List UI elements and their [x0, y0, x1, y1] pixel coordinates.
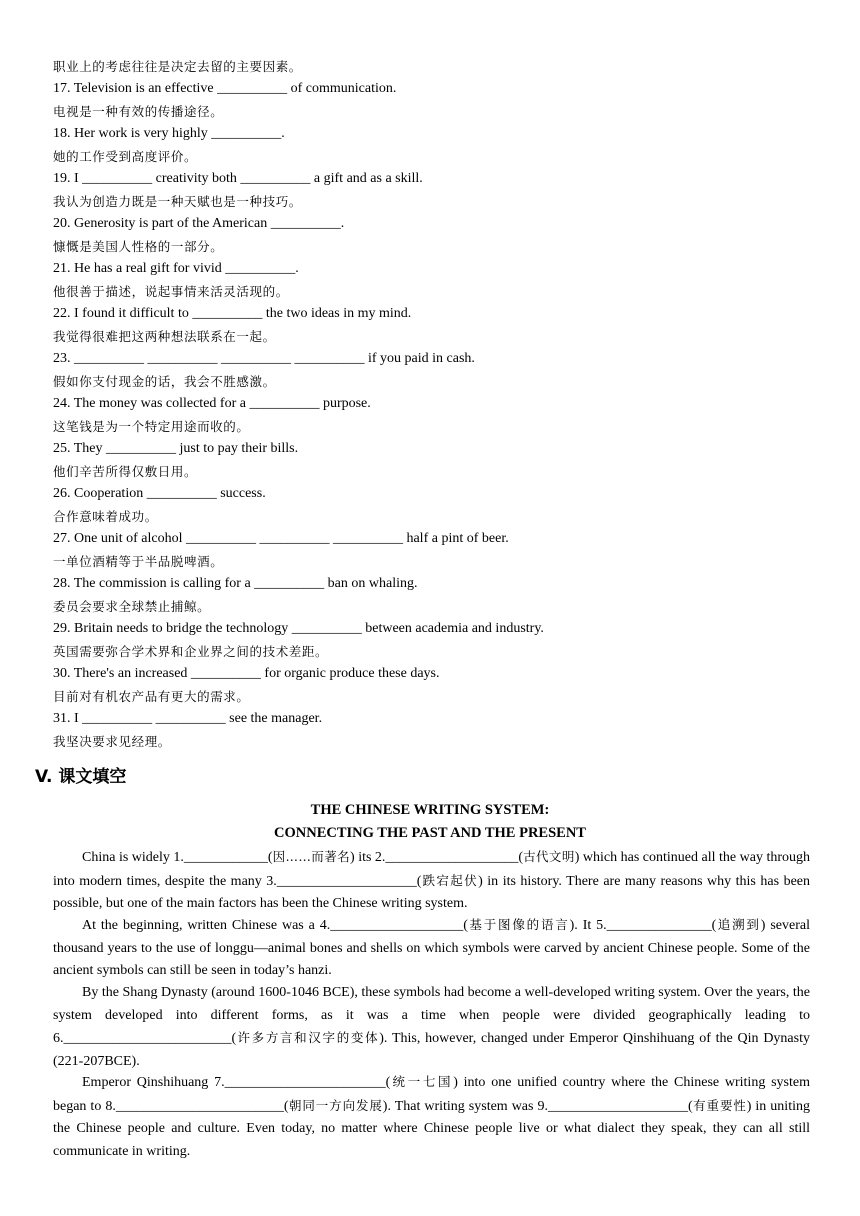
- passage-paragraph-2: [53, 914, 810, 983]
- exercise-translation: 我觉得很难把这两种想法联系在一起。: [53, 329, 276, 344]
- exercise-sentence: 31. I __________ __________ see the manager.: [53, 711, 323, 726]
- exercise-translation: 我坚决要求见经理。: [53, 734, 171, 749]
- exercise-translation: 职业上的考虑往往是决定去留的主要因素。: [53, 59, 302, 74]
- passage-text: ) in its history. There are many reasons why this has been possible, but one of the main factors has been the Chinese writing system.: [53, 873, 810, 912]
- exercise-sentence: 29. Britain needs to bridge the technology __________ between academia and industry.: [53, 621, 544, 636]
- passage-paragraph-3: [53, 982, 810, 1073]
- exercise-sentence: 25. They __________ just to pay their bills.: [53, 441, 299, 456]
- exercise-translation: 假如你支付现金的话，我会不胜感激。: [53, 374, 276, 389]
- exercise-translation: 他很善于描述，说起事情来活灵活现的。: [53, 284, 289, 299]
- exercise-sentence: 21. He has a real gift for vivid __________.: [53, 261, 299, 276]
- exercise-sentence: 27. One unit of alcohol __________ __________ __________ half a pint of beer.: [53, 531, 509, 546]
- chinese-hint: 因……而著名: [272, 849, 351, 864]
- exercise-sentence: 23. __________ __________ __________ __________ if you paid in cash.: [53, 351, 475, 366]
- exercise-sentence: 19. I __________ creativity both __________ a gift and as a skill.: [53, 171, 423, 186]
- passage-title-line-2: CONNECTING THE PAST AND THE PRESENT: [274, 825, 586, 841]
- exercise-translation: 英国需要弥合学术界和企业界之间的技术差距。: [53, 644, 329, 659]
- exercise-translation: 这笔钱是为一个特定用途而收的。: [53, 419, 250, 434]
- exercise-translation: 委员会要求全球禁止捕鲸。: [53, 599, 211, 614]
- exercise-translation: 合作意味着成功。: [53, 509, 158, 524]
- passage-title-line-1: THE CHINESE WRITING SYSTEM:: [310, 802, 550, 818]
- passage-text: ) its 2.___________________(: [350, 850, 524, 865]
- chinese-hint: 许多方言和汉字的变体: [236, 1030, 380, 1046]
- passage-paragraph-1: [53, 846, 810, 916]
- exercise-translation: 电视是一种有效的传播途径。: [53, 104, 224, 119]
- exercise-translation: 目前对有机农产品有更大的需求。: [53, 689, 250, 704]
- exercise-translation: 我认为创造力既是一种天赋也是一种技巧。: [53, 194, 302, 209]
- exercise-translation: 她的工作受到高度评价。: [53, 149, 198, 164]
- passage-paragraph-4: [53, 1071, 810, 1163]
- chinese-hint: 古代文明: [523, 849, 575, 864]
- passage-text: ). That writing system was 9.____________________(: [382, 1098, 693, 1114]
- passage-text: Emperor Qinshihuang 7._______________________(: [82, 1075, 391, 1090]
- exercise-translation: 一单位酒精等于半品脱啤酒。: [53, 554, 224, 569]
- passage-text: ). It 5._______________(: [569, 918, 717, 933]
- passage-text: By the Shang Dynasty (around 1600-1046 BCE), these symbols had become a well-developed writing system. Over the years, the system developed into different forms, as it was a time when people were divided geographically leading to 6.________________________(: [53, 985, 810, 1047]
- section-heading: V. 课文填空: [35, 767, 127, 787]
- exercise-translation: 他们辛苦所得仅敷日用。: [53, 464, 198, 479]
- chinese-hint: 基于图像的语言: [467, 917, 570, 932]
- chinese-hint: 有重要性: [692, 1097, 747, 1113]
- passage-text: ) several thousand years to the use of longgu—animal bones and shells on which symbols were carved by ancient Chinese people. Some of the ancient symbols can still be seen in today’s hanzi.: [53, 918, 810, 979]
- passage-text: China is widely 1.____________(: [82, 850, 273, 865]
- exercise-sentence: 26. Cooperation __________ success.: [53, 486, 266, 501]
- exercise-sentence: 28. The commission is calling for a __________ ban on whaling.: [53, 576, 418, 591]
- chinese-hint: 朝同一方向发展: [288, 1097, 383, 1113]
- exercise-sentence: 24. The money was collected for a __________ purpose.: [53, 396, 371, 411]
- exercise-sentence: 17. Television is an effective __________ of communication.: [53, 81, 397, 96]
- exercise-sentence: 22. I found it difficult to __________ the two ideas in my mind.: [53, 306, 412, 321]
- chinese-hint: 跌宕起伏: [421, 872, 479, 888]
- exercise-sentence: 30. There's an increased __________ for organic produce these days.: [53, 666, 440, 681]
- passage-text: ). This, however, changed under Emperor Qinshihuang of the Qin Dynasty (221-207BCE).: [53, 1031, 810, 1069]
- chinese-hint: 统一七国: [390, 1074, 454, 1089]
- chinese-hint: 追溯到: [716, 917, 761, 932]
- exercise-translation: 慷慨是美国人性格的一部分。: [53, 239, 224, 254]
- exercise-sentence: 18. Her work is very highly __________.: [53, 126, 285, 141]
- exercise-sentence: 20. Generosity is part of the American __________.: [53, 216, 345, 231]
- passage-text: ) in uniting the Chinese people and culture. Even today, no matter where Chinese people live or what dialect they speak, they can all still communicate in writing.: [53, 1098, 810, 1159]
- passage-text: ) into one unified country where the Chinese writing system began to 8.________________________(: [53, 1075, 810, 1114]
- passage-text: ) which has continued all the way through into modern times, despite the many 3.____________________(: [53, 850, 811, 889]
- passage-text: At the beginning, written Chinese was a 4.___________________(: [82, 918, 468, 933]
